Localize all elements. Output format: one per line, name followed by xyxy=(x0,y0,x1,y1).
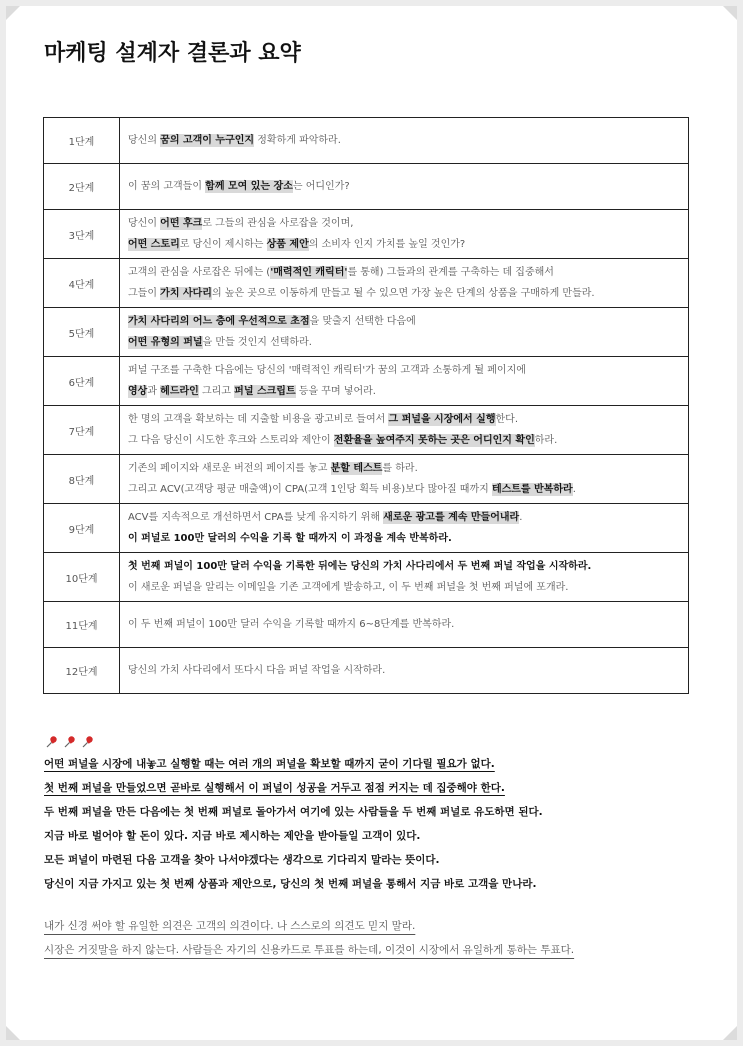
summary-section xyxy=(44,752,704,896)
text-segment: 을 만들 것인지 선택하라. xyxy=(202,337,312,348)
text-segment: 의 높은 곳으로 이동하게 만들고 될 수 있으면 가장 높은 단계의 상품을 구매하게 만들라. xyxy=(211,288,595,299)
text-segment: 당신이 xyxy=(128,218,161,229)
step-row xyxy=(44,553,689,602)
description-line xyxy=(128,660,680,681)
text-segment: 그리고 xyxy=(198,386,235,397)
summary-line: 지금 바로 벌어야 할 돈이 있다. 지금 바로 제시하는 제안을 받아들일 고객이 있다. xyxy=(44,830,421,842)
page-title: 마케팅 설계자 결론과 요약 xyxy=(44,41,301,66)
step-label: 1단계 xyxy=(44,118,120,164)
highlighted-phrase: 어떤 후크 xyxy=(160,218,203,229)
summary-line: 모든 퍼널이 마련된 다음 고객을 찾아 나서야겠다는 생각으로 기다리지 말라는 뜻이다. xyxy=(44,854,440,866)
bold-phrase: 이 퍼널로 100만 달러의 수익을 기록 할 때까지 이 과정을 계속 반복하라. xyxy=(128,533,452,544)
step-label: 10단계 xyxy=(44,553,120,602)
highlighted-phrase: 어떤 유형의 퍼널 xyxy=(128,337,203,348)
pin-row xyxy=(46,733,100,752)
description-line xyxy=(128,283,680,304)
text-segment: 을 맞출지 선택한 다음에 xyxy=(309,316,416,327)
highlighted-phrase: 그 퍼널을 시장에서 실행 xyxy=(388,414,496,425)
text-segment: 로 당신이 제시하는 xyxy=(179,239,267,250)
step-row xyxy=(44,406,689,455)
summary-line: 두 번째 퍼널을 만든 다음에는 첫 번째 퍼널로 돌아가서 여기에 있는 사람들을 두 번째 퍼널로 유도하면 된다. xyxy=(44,806,543,818)
quotes-section xyxy=(44,914,704,962)
step-label: 11단계 xyxy=(44,602,120,648)
step-description xyxy=(120,406,689,455)
text-segment: 를 통해) 그들과의 관계를 구축하는 데 집중해서 xyxy=(347,267,554,278)
description-line xyxy=(128,479,680,500)
step-description xyxy=(120,602,689,648)
step-description xyxy=(120,259,689,308)
highlighted-phrase: 테스트를 반복하라 xyxy=(491,484,573,495)
bold-phrase: 첫 번째 퍼널이 100만 달러 수익을 기록한 뒤에는 당신의 가치 사다리에서 두 번째 퍼널 작업을 시작하라. xyxy=(128,561,592,572)
step-row xyxy=(44,504,689,553)
text-segment: 하라. xyxy=(534,435,558,446)
text-segment: 정확하게 파악하라. xyxy=(254,135,341,146)
step-row xyxy=(44,602,689,648)
text-segment: 의 소비자 인지 가치를 높일 것인가? xyxy=(308,239,466,250)
description-line xyxy=(128,409,680,430)
step-description xyxy=(120,164,689,210)
description-line xyxy=(128,528,680,549)
step-label: 3단계 xyxy=(44,210,120,259)
text-segment: 퍼널 구조를 구축한 다음에는 당신의 '매력적인 캐릭터'가 꿈의 고객과 소통하게 될 페이지에 xyxy=(128,365,526,376)
quote-line: 내가 신경 써야 할 유일한 의견은 고객의 의견이다. 나 스스로의 의견도 믿지 말라. xyxy=(44,920,416,932)
description-line xyxy=(128,262,680,283)
description-line xyxy=(128,213,680,234)
steps-table xyxy=(43,117,689,694)
step-label: 2단계 xyxy=(44,164,120,210)
description-line xyxy=(128,614,680,635)
description-line xyxy=(128,556,680,577)
step-description xyxy=(120,118,689,164)
step-row xyxy=(44,308,689,357)
step-label: 4단계 xyxy=(44,259,120,308)
text-segment: 이 두 번째 퍼널이 100만 달러 수익을 기록할 때까지 6~8단계를 반복하라. xyxy=(128,619,455,630)
text-segment: 그 다음 당신이 시도한 후크와 스토리와 제안이 xyxy=(128,435,334,446)
description-line xyxy=(128,577,680,598)
quote-line: 시장은 거짓말을 하지 않는다. 사람들은 자기의 신용카드로 투표를 하는데, 이것이 시장에서 유일하게 통하는 투표다. xyxy=(44,944,575,956)
description-line xyxy=(128,507,680,528)
text-segment: 이 꿈의 고객들이 xyxy=(128,181,206,192)
text-segment: 그들이 xyxy=(128,288,161,299)
step-row xyxy=(44,210,689,259)
step-label: 9단계 xyxy=(44,504,120,553)
highlighted-phrase: 새로운 광고를 계속 만들어내라 xyxy=(383,512,520,523)
text-segment: . xyxy=(572,484,576,495)
page-corner xyxy=(723,6,737,20)
step-row xyxy=(44,455,689,504)
text-segment: 당신의 가치 사다리에서 또다시 다음 퍼널 작업을 시작하라. xyxy=(128,665,386,676)
text-segment: 로 그들의 관심을 사로잡을 것이며, xyxy=(202,218,354,229)
step-description xyxy=(120,210,689,259)
summary-line: 어떤 퍼널을 시장에 내놓고 실행할 때는 여러 개의 퍼널을 확보할 때까지 굳이 기다릴 필요가 없다. xyxy=(44,758,495,770)
text-segment: 이 새로운 퍼널을 알리는 이메일을 기존 고객에게 발송하고, 이 두 번째 퍼널을 첫 번째 퍼널에 포개라. xyxy=(128,582,569,593)
pushpin-icon xyxy=(82,735,96,752)
text-segment: 기존의 페이지와 새로운 버전의 페이지를 놓고 xyxy=(128,463,331,474)
step-description xyxy=(120,504,689,553)
description-line xyxy=(128,332,680,353)
description-line xyxy=(128,311,680,332)
step-label: 6단계 xyxy=(44,357,120,406)
step-row xyxy=(44,648,689,694)
step-description xyxy=(120,357,689,406)
description-line xyxy=(128,360,680,381)
step-label: 7단계 xyxy=(44,406,120,455)
step-label: 5단계 xyxy=(44,308,120,357)
pushpin-icon xyxy=(64,735,78,752)
pushpin-icon xyxy=(46,735,60,752)
text-segment: . xyxy=(519,512,523,523)
text-segment: 한다. xyxy=(495,414,518,425)
step-description xyxy=(120,553,689,602)
step-row xyxy=(44,164,689,210)
page-corner xyxy=(6,6,20,20)
text-segment: 고객의 관심을 사로잡은 뒤에는 ( xyxy=(128,267,271,278)
highlighted-phrase: 꿈의 고객이 누구인지 xyxy=(160,135,255,146)
highlighted-phrase: 상품 제안 xyxy=(266,239,309,250)
highlighted-phrase: 영상 xyxy=(128,386,148,397)
description-line xyxy=(128,430,680,451)
text-segment: ACV를 지속적으로 개선하면서 CPA를 낮게 유지하기 위해 xyxy=(128,512,384,523)
summary-line: 첫 번째 퍼널을 만들었으면 곧바로 실행해서 이 퍼널이 성공을 거두고 점점 커지는 데 집중해야 한다. xyxy=(44,782,505,794)
summary-line: 당신이 지금 가지고 있는 첫 번째 상품과 제안으로, 당신의 첫 번째 퍼널을 통해서 지금 바로 고객을 만나라. xyxy=(44,878,537,890)
text-segment: 그리고 ACV(고객당 평균 매출액)이 CPA(고객 1인당 획득 비용)보다 많아질 때까지 xyxy=(128,484,492,495)
step-row xyxy=(44,259,689,308)
step-row xyxy=(44,357,689,406)
page-corner xyxy=(723,1026,737,1040)
text-segment: 등을 꾸며 넣어라. xyxy=(295,386,376,397)
description-line xyxy=(128,176,680,197)
highlighted-phrase: 전환율을 높여주지 못하는 곳은 어디인지 확인 xyxy=(333,435,535,446)
description-line xyxy=(128,130,680,151)
step-description xyxy=(120,308,689,357)
highlighted-phrase: 분할 테스트 xyxy=(330,463,383,474)
page-corner xyxy=(6,1026,20,1040)
text-segment: 한 명의 고객을 확보하는 데 지출할 비용을 광고비로 들여서 xyxy=(128,414,389,425)
text-segment: 당신의 xyxy=(128,135,161,146)
step-row xyxy=(44,118,689,164)
text-segment: 를 하라. xyxy=(382,463,418,474)
highlighted-phrase: 가치 사다리의 어느 층에 우선적으로 초점 xyxy=(128,316,310,327)
step-description xyxy=(120,455,689,504)
text-segment: 는 어디인가? xyxy=(292,181,350,192)
text-segment: 과 xyxy=(147,386,161,397)
highlighted-phrase: '매력적인 캐릭터' xyxy=(270,267,348,278)
highlighted-phrase: 헤드라인 xyxy=(160,386,199,397)
description-line xyxy=(128,458,680,479)
step-label: 12단계 xyxy=(44,648,120,694)
description-line xyxy=(128,234,680,255)
highlighted-phrase: 함께 모여 있는 장소 xyxy=(205,181,293,192)
step-label: 8단계 xyxy=(44,455,120,504)
highlighted-phrase: 가치 사다리 xyxy=(160,288,212,299)
step-description xyxy=(120,648,689,694)
highlighted-phrase: 어떤 스토리 xyxy=(128,239,180,250)
description-line xyxy=(128,381,680,402)
highlighted-phrase: 퍼널 스크립트 xyxy=(234,386,296,397)
